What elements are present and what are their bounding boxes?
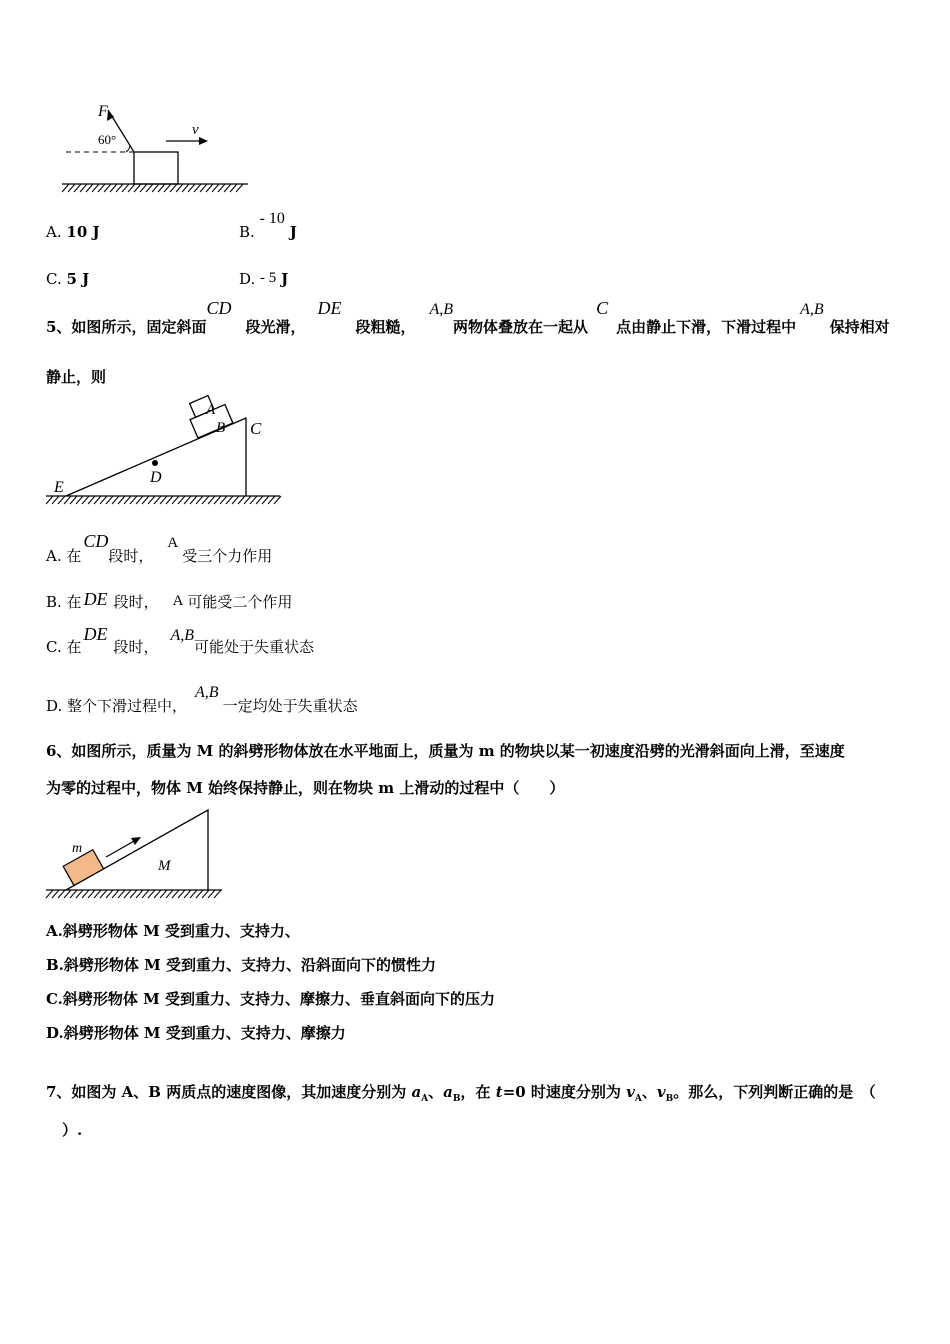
label-c: C <box>250 419 262 438</box>
q5-option-d: D. 整个下滑过程中，A,B一定均处于失重状态 <box>46 684 358 715</box>
label-d: D <box>150 469 162 486</box>
q5-stem: 5、如图所示，固定斜面CD段光滑，DE段粗糙，A,B两物体叠放在一起从C点由静止下滑，下滑过程中A,B保持相对 <box>46 298 890 336</box>
figure-force-block <box>56 96 256 196</box>
q4-option-d: D. - 5 J <box>239 270 289 288</box>
q4-option-a: A. 10 J <box>46 223 100 241</box>
q6-option-c: C.斜劈形物体 M 受到重力、支持力、摩擦力、垂直斜面向下的压力 <box>46 990 495 1008</box>
force-label: F <box>98 103 108 120</box>
q4-option-c: C. 5 J <box>46 270 90 288</box>
q5-option-b: B. 在 DE 段时， A 可能受二个作用 <box>46 589 293 611</box>
label-b: B <box>216 420 226 436</box>
q7-stem-line2: ）. <box>62 1121 83 1139</box>
label-m: m <box>72 841 83 856</box>
q5-option-c: C. 在DE段时，A,B可能处于失重状态 <box>46 624 315 656</box>
figure-wedge <box>40 804 230 904</box>
q5-option-a: A. 在CD段时，A受三个力作用 <box>46 531 273 565</box>
q6-option-d: D.斜劈形物体 M 受到重力、支持力、摩擦力 <box>46 1024 346 1042</box>
figure-incline-stack <box>40 392 290 512</box>
angle-label: 60° <box>98 132 117 147</box>
q5-stem-line2: 静止，则 <box>46 368 107 386</box>
label-big-m: M <box>158 858 171 874</box>
q6-option-b: B.斜劈形物体 M 受到重力、支持力、沿斜面向下的惯性力 <box>46 956 436 974</box>
q6-option-a: A.斜劈形物体 M 受到重力、支持力、 <box>46 922 300 940</box>
label-a: A <box>206 402 216 418</box>
label-e: E <box>54 479 64 496</box>
q4-option-b: B. - 10 J <box>239 210 297 241</box>
q6-stem-line1: 6、如图所示，质量为 M 的斜劈形物体放在水平地面上，质量为 m 的物块以某一初速度沿劈的光滑斜面向上滑，至速度 <box>46 742 845 760</box>
q6-stem-line2: 为零的过程中，物体 M 始终保持静止，则在物块 m 上滑动的过程中（ ） <box>46 779 565 797</box>
q7-stem-line1: 7、如图为 A、B 两质点的速度图像，其加速度分别为 $a_A$、$a_B$，在 t=0 时速度分别为 $v_A$、$v_B$。那么，下列判断正确的是 （ <box>46 1083 876 1104</box>
velocity-label: v <box>192 122 199 138</box>
